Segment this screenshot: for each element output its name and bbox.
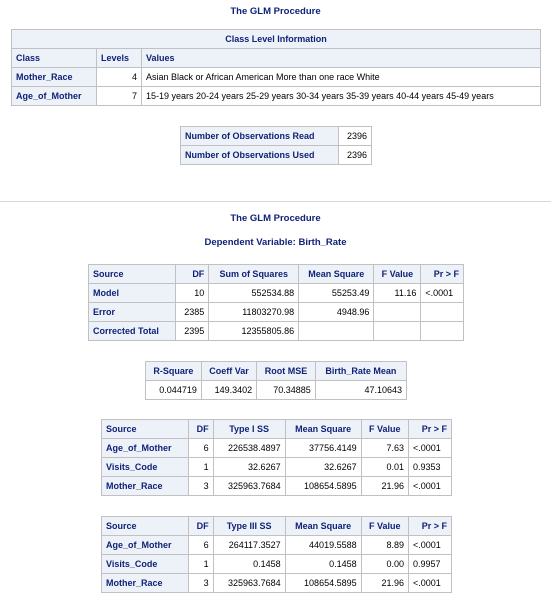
table-row — [102, 555, 452, 574]
col-header-coeff-var: Coeff Var — [201, 362, 256, 381]
col-header-source: Source — [102, 420, 189, 439]
col-header-source: Source — [89, 265, 176, 284]
table-cell: 7 — [97, 87, 142, 106]
col-header-class: Class — [12, 49, 97, 68]
table-cell: 32.6267 — [213, 458, 285, 477]
fit-statistics-table — [145, 361, 407, 400]
table-cell: 4948.96 — [299, 303, 374, 322]
row-header: Number of Observations Used — [181, 146, 339, 165]
table-cell: 3 — [189, 574, 214, 593]
table-cell: 11803270.98 — [209, 303, 299, 322]
row-header: Age_of_Mother — [102, 536, 189, 555]
table-cell: 108654.5895 — [285, 574, 361, 593]
table-cell: 226538.4897 — [213, 439, 285, 458]
col-header-mean-square: Mean Square — [285, 420, 361, 439]
col-header-root-mse: Root MSE — [257, 362, 316, 381]
section-divider — [0, 201, 551, 202]
procedure-title: The GLM Procedure — [230, 213, 321, 224]
table-cell: 108654.5895 — [285, 477, 361, 496]
table-cell: 1 — [189, 458, 214, 477]
table-cell: 12355805.86 — [209, 322, 299, 341]
table-cell: 4 — [97, 68, 142, 87]
col-header-mean-square: Mean Square — [299, 265, 374, 284]
procedure-title: The GLM Procedure — [230, 6, 321, 17]
table-cell: 6 — [189, 439, 214, 458]
table-cell: 325963.7684 — [213, 477, 285, 496]
table-cell: Asian Black or African American More than one race White — [142, 68, 541, 87]
anova-table — [88, 264, 464, 341]
row-header: Model — [89, 284, 176, 303]
table-cell: 47.10643 — [315, 381, 406, 400]
col-header-df: DF — [189, 517, 214, 536]
table-row — [146, 381, 407, 400]
class-level-table — [11, 29, 541, 106]
col-header-pr-f: Pr > F — [408, 420, 451, 439]
table-cell: 552534.88 — [209, 284, 299, 303]
table-row — [89, 322, 464, 341]
col-header-pr-f: Pr > F — [421, 265, 464, 284]
col-header-source: Source — [102, 517, 189, 536]
row-header: Corrected Total — [89, 322, 176, 341]
table-cell: 32.6267 — [285, 458, 361, 477]
table-cell: 37756.4149 — [285, 439, 361, 458]
table-cell — [299, 322, 374, 341]
table-row — [102, 536, 452, 555]
table-cell — [421, 303, 464, 322]
table-cell: <.0001 — [408, 536, 451, 555]
row-header: Error — [89, 303, 176, 322]
col-header-type3-ss: Type III SS — [213, 517, 285, 536]
dependent-variable-title: Dependent Variable: Birth_Rate — [204, 237, 347, 248]
table-row — [102, 574, 452, 593]
col-header-df: DF — [189, 420, 214, 439]
table-row — [12, 68, 541, 87]
row-header: Number of Observations Read — [181, 127, 339, 146]
table-cell: 2385 — [175, 303, 209, 322]
table-cell: 11.16 — [374, 284, 421, 303]
table-cell: 6 — [189, 536, 214, 555]
table-cell: 0.044719 — [146, 381, 202, 400]
col-header-f-value: F Value — [374, 265, 421, 284]
col-header-df: DF — [175, 265, 209, 284]
table-cell: 7.63 — [361, 439, 408, 458]
col-header-values: Values — [142, 49, 541, 68]
observations-table — [180, 126, 372, 165]
table-cell: 149.3402 — [201, 381, 256, 400]
table-row — [12, 87, 541, 106]
table-row — [181, 127, 372, 146]
row-header: Mother_Race — [12, 68, 97, 87]
table-row — [89, 303, 464, 322]
col-header-mean: Birth_Rate Mean — [315, 362, 406, 381]
table-row — [89, 284, 464, 303]
table-row — [181, 146, 372, 165]
table-cell: 0.9957 — [408, 555, 451, 574]
table-cell: 70.34885 — [257, 381, 316, 400]
class-level-caption: Class Level Information — [12, 30, 541, 49]
table-cell: 2396 — [338, 146, 371, 165]
row-header: Visits_Code — [102, 555, 189, 574]
table-row — [102, 439, 452, 458]
table-cell: 0.00 — [361, 555, 408, 574]
col-header-f-value: F Value — [361, 517, 408, 536]
table-cell — [374, 303, 421, 322]
table-cell: <.0001 — [408, 574, 451, 593]
table-cell — [421, 322, 464, 341]
col-header-mean-square: Mean Square — [285, 517, 361, 536]
col-header-levels: Levels — [97, 49, 142, 68]
table-row — [102, 477, 452, 496]
row-header: Age_of_Mother — [12, 87, 97, 106]
table-cell: 0.9353 — [408, 458, 451, 477]
col-header-f-value: F Value — [361, 420, 408, 439]
col-header-r-square: R-Square — [146, 362, 202, 381]
table-cell: 0.1458 — [285, 555, 361, 574]
table-cell: 1 — [189, 555, 214, 574]
table-cell: 264117.3527 — [213, 536, 285, 555]
table-cell: 21.96 — [361, 574, 408, 593]
table-cell: 15-19 years 20-24 years 25-29 years 30-34 years 35-39 years 40-44 years 45-49 years — [142, 87, 541, 106]
table-cell: 2396 — [338, 127, 371, 146]
table-cell: 55253.49 — [299, 284, 374, 303]
table-cell: <.0001 — [421, 284, 464, 303]
table-cell: 0.01 — [361, 458, 408, 477]
table-cell: 325963.7684 — [213, 574, 285, 593]
table-cell: 21.96 — [361, 477, 408, 496]
table-cell: <.0001 — [408, 477, 451, 496]
col-header-sum-of-squares: Sum of Squares — [209, 265, 299, 284]
table-cell: 8.89 — [361, 536, 408, 555]
type1-ss-table — [101, 419, 452, 496]
type3-ss-table — [101, 516, 452, 593]
table-cell: <.0001 — [408, 439, 451, 458]
col-header-type1-ss: Type I SS — [213, 420, 285, 439]
table-cell — [374, 322, 421, 341]
table-cell: 2395 — [175, 322, 209, 341]
row-header: Age_of_Mother — [102, 439, 189, 458]
row-header: Mother_Race — [102, 477, 189, 496]
table-cell: 0.1458 — [213, 555, 285, 574]
table-cell: 3 — [189, 477, 214, 496]
col-header-pr-f: Pr > F — [408, 517, 451, 536]
row-header: Mother_Race — [102, 574, 189, 593]
table-cell: 44019.5588 — [285, 536, 361, 555]
table-cell: 10 — [175, 284, 209, 303]
table-row — [102, 458, 452, 477]
row-header: Visits_Code — [102, 458, 189, 477]
